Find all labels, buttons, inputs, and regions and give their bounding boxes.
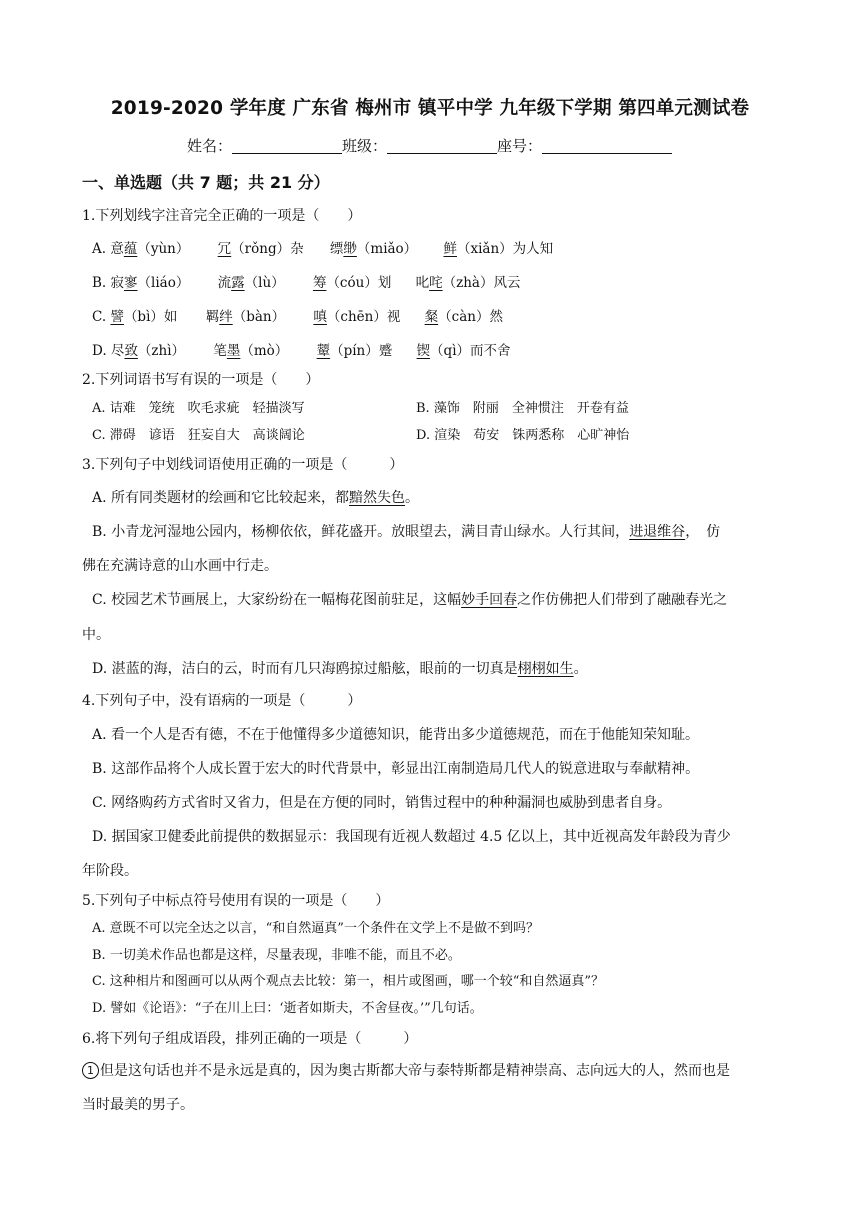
q2-option-a: A. 诘难 笼统 吹毛求疵 轻描淡写 bbox=[92, 401, 305, 416]
class-blank[interactable] bbox=[387, 137, 497, 154]
q3-option-c-line2: 中。 bbox=[82, 627, 110, 643]
class-label: 班级： bbox=[342, 137, 388, 155]
q4-option-b: B. 这部作品将个人成长置于宏大的时代背景中，彰显出江南制造局几代人的锐意进取与奉献精神。 bbox=[92, 761, 700, 777]
question-6-stem: 6.将下列句子组成语段，排列正确的一项是（ ） bbox=[82, 1031, 418, 1047]
q6-sentence-1-line1: 1 但是这句话也并不是永远是真的，因为奥古斯都大帝与泰特斯都是精神崇高、志向远大的人，然而也是 bbox=[82, 1060, 730, 1080]
question-5-stem: 5.下列句子中标点符号使用有误的一项是（ ） bbox=[82, 893, 390, 909]
q5-option-a: A. 意既不可以完全达之以言，“和自然逼真”一个条件在文学上不是做不到吗？ bbox=[92, 921, 539, 936]
question-3-stem: 3.下列句子中划线词语使用正确的一项是（ ） bbox=[82, 457, 404, 473]
q3-option-c-line1: C. 校园艺术节画展上，大家纷纷在一幅梅花图前驻足，这幅妙手回春之作仿佛把人们带到了融融春光之 bbox=[92, 592, 728, 608]
seat-label: 座号： bbox=[497, 137, 543, 155]
name-label: 姓名： bbox=[187, 137, 233, 155]
q3-option-b-line2: 佛在充满诗意的山水画中行走。 bbox=[82, 558, 278, 574]
student-info-line bbox=[187, 135, 672, 156]
q4-option-d-line2: 年阶段。 bbox=[82, 863, 138, 879]
q4-option-d-line1: D. 据国家卫健委此前提供的数据显示：我国现有近视人数超过 4.5 亿以上，其中近视高发年龄段为青少 bbox=[92, 829, 731, 845]
q2-option-d: D. 渲染 苟安 铢两悉称 心旷神怡 bbox=[416, 428, 630, 443]
question-4-stem: 4.下列句子中，没有语病的一项是（ ） bbox=[82, 693, 362, 709]
q2-option-c: C. 滞碍 谚语 狂妄自大 高谈阔论 bbox=[92, 428, 305, 443]
name-blank[interactable] bbox=[232, 137, 342, 154]
exam-title: 2019-2020 学年度 广东省 梅州市 镇平中学 九年级下学期 第四单元测试卷 bbox=[110, 98, 750, 119]
q2-option-b: B. 藻饰 附丽 全神惯注 开卷有益 bbox=[416, 401, 629, 416]
q5-option-d: D. 譬如《论语》：“子在川上曰：‘逝者如斯夫，不舍昼夜。’”几句话。 bbox=[92, 1001, 483, 1016]
q1-option-d: D. 尽致（zhì） 笔墨（mò） 颦（pín）蹙 锲（qì）而不舍 bbox=[92, 343, 511, 359]
q5-option-b: B. 一切美术作品也都是这样，尽量表现，非唯不能，而且不必。 bbox=[92, 948, 461, 963]
q1-option-a: A. 意蕴（yùn） 冗（rǒng）杂 缥缈（miǎo） 鲜（xiǎn）为人知 bbox=[92, 241, 554, 257]
q6-sentence-1-line2: 当时最美的男子。 bbox=[82, 1097, 194, 1113]
section-heading: 一、单选题（共 7 题；共 21 分） bbox=[82, 173, 330, 192]
q5-option-c: C. 这种相片和图画可以从两个观点去比较：第一，相片或图画，哪一个较“和自然逼真”？ bbox=[92, 974, 605, 989]
question-2-stem: 2.下列词语书写有误的一项是（ ） bbox=[82, 372, 320, 388]
q3-option-a: A. 所有同类题材的绘画和它比较起来，都黯然失色。 bbox=[92, 490, 420, 506]
q3-option-d: D. 湛蓝的海，洁白的云，时而有几只海鸥掠过船舷，眼前的一切真是栩栩如生。 bbox=[92, 661, 588, 677]
q1-option-c: C. 譬（bì）如 羁绊（bàn） 嗔（chēn）视 粲（càn）然 bbox=[92, 309, 503, 325]
circled-number: 1 bbox=[82, 1062, 99, 1079]
seat-blank[interactable] bbox=[542, 137, 672, 154]
question-1-stem: 1.下列划线字注音完全正确的一项是（ ） bbox=[82, 208, 362, 224]
q4-option-c: C. 网络购药方式省时又省力，但是在方便的同时，销售过程中的种种漏洞也威胁到患者自身。 bbox=[92, 795, 672, 811]
q4-option-a: A. 看一个人是否有德，不在于他懂得多少道德知识，能背出多少道德规范，而在于他能知荣知耻。 bbox=[92, 727, 700, 743]
q1-option-b: B. 寂寥（liáo） 流露（lù） 筹（cóu）划 叱咤（zhà）风云 bbox=[92, 275, 521, 291]
q3-option-b-line1: B. 小青龙河湿地公园内，杨柳依依，鲜花盛开。放眼望去，满目青山绿水。人行其间，进退维谷， 仿 bbox=[92, 524, 721, 540]
